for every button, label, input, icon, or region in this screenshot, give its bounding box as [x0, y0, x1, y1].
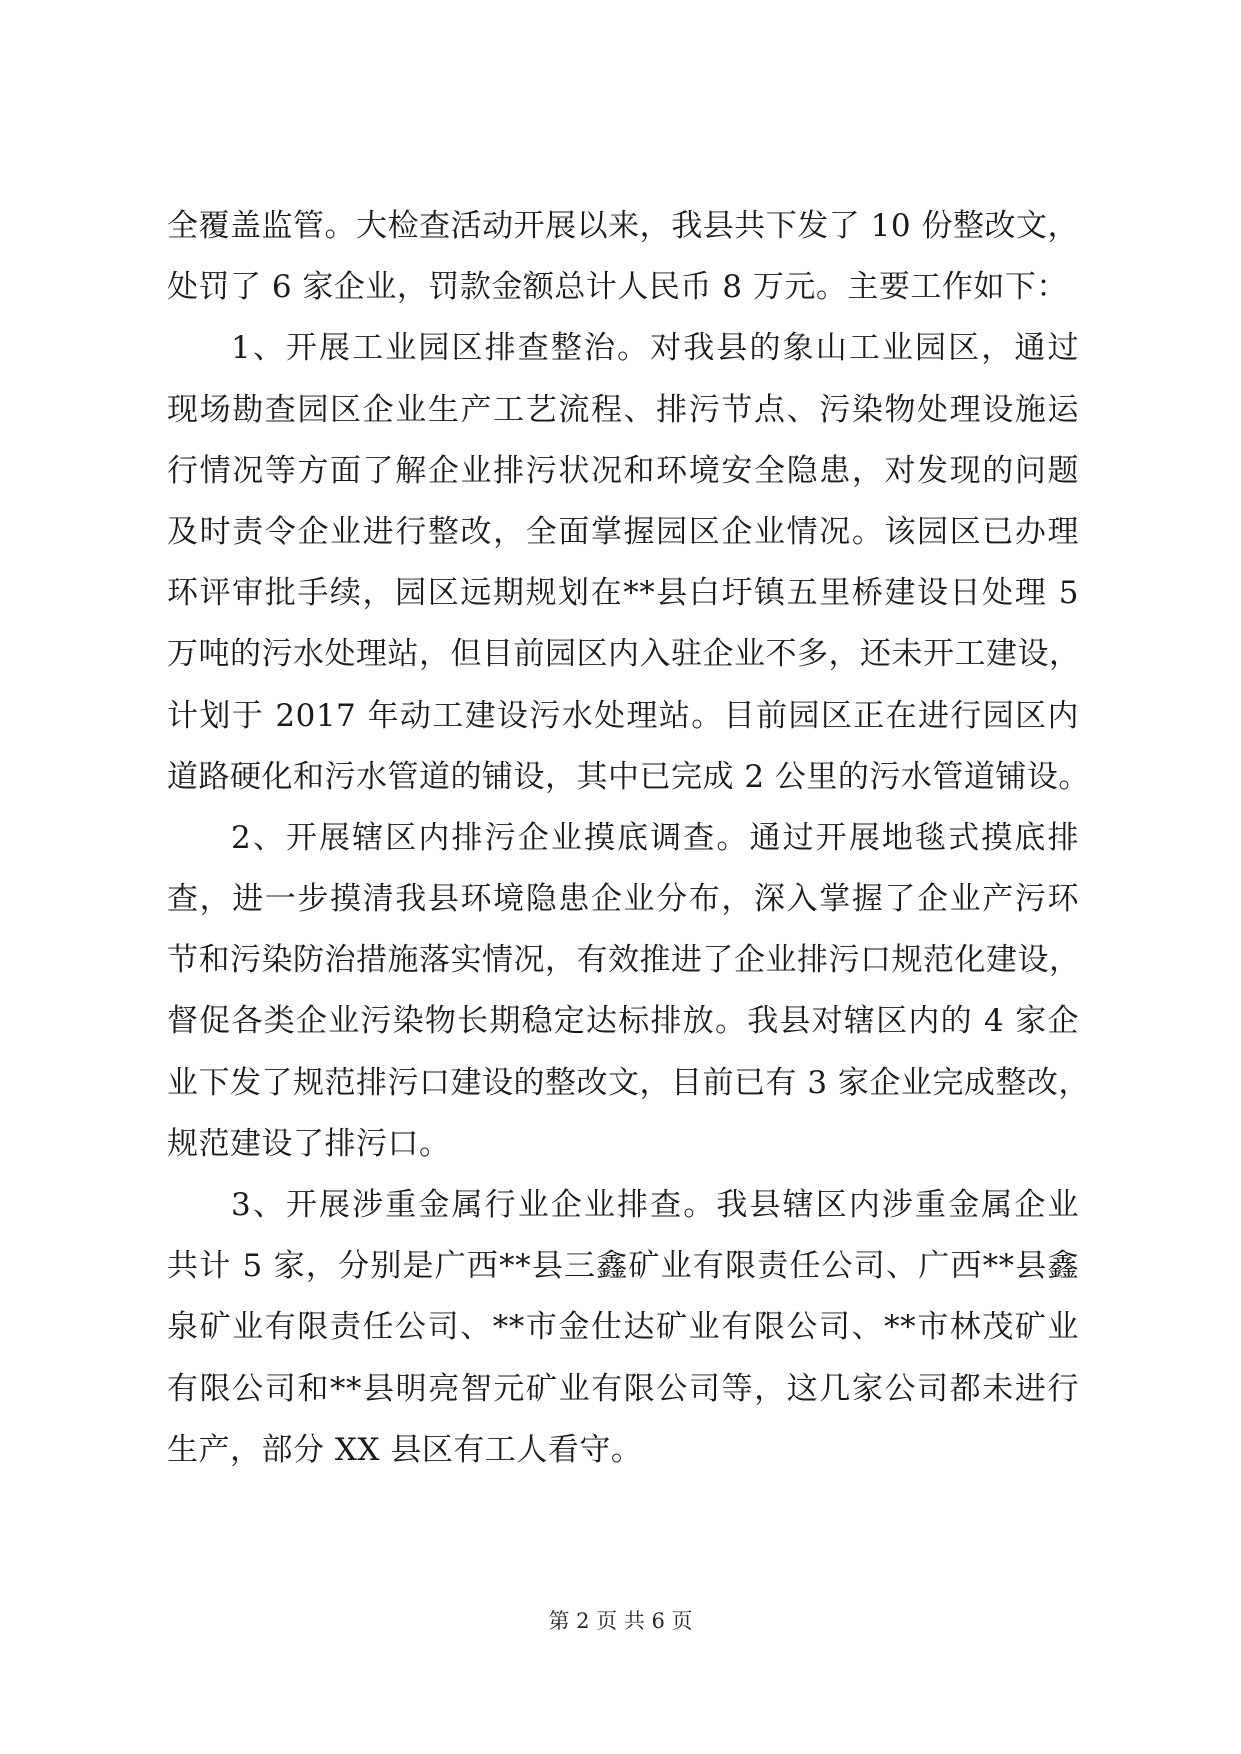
text-line: 规范建设了排污口。 — [167, 1125, 451, 1162]
text-line: 共计 5 家，分别是广西**县三鑫矿业有限责任公司、广西**县鑫 — [167, 1248, 1079, 1285]
text-line: 生产，部分 XX 县区有工人看守。 — [167, 1431, 643, 1468]
text-line: 及时责令企业进行整改，全面掌握园区企业情况。该园区已办理 — [167, 513, 1079, 550]
paragraph-3-heading-line: 3、开展涉重金属行业企业排查。我县辖区内涉重金属企业 — [231, 1187, 1079, 1223]
text-line: 处罚了 6 家企业，罚款金额总计人民币 8 万元。主要工作如下： — [167, 269, 1068, 306]
text-line: 督促各类企业污染物长期稳定达标排放。我县对辖区内的 4 家企 — [167, 1003, 1079, 1040]
text-line: 环评审批手续，园区远期规划在**县白圩镇五里桥建设日处理 5 — [167, 575, 1079, 612]
text-line: 业下发了规范排污口建设的整改文，目前已有 3 家企业完成整改， — [167, 1064, 1090, 1101]
text-line: 计划于 2017 年动工建设污水处理站。目前园区正在进行园区内 — [167, 697, 1079, 734]
text-line: 现场勘查园区企业生产工艺流程、排污节点、污染物处理设施运 — [167, 391, 1079, 428]
text-line: 有限公司和**县明亮智元矿业有限公司等，这几家公司都未进行 — [167, 1370, 1079, 1407]
document-body — [167, 196, 1090, 1481]
text-line: 泉矿业有限责任公司、**市金仕达矿业有限公司、**市林茂矿业 — [167, 1309, 1079, 1346]
text-line: 行情况等方面了解企业排污状况和环境安全隐患，对发现的问题 — [167, 452, 1079, 489]
page-number-footer: 第 2 页 共 6 页 — [548, 1609, 693, 1633]
text-line: 查，进一步摸清我县环境隐患企业分布，深入掌握了企业产污环 — [167, 881, 1079, 918]
paragraph-2-heading-line: 2、开展辖区内排污企业摸底调查。通过开展地毯式摸底排 — [231, 819, 1079, 856]
text-line: 万吨的污水处理站，但目前园区内入驻企业不多，还未开工建设， — [167, 636, 1081, 673]
text-line: 道路硬化和污水管道的铺设，其中已完成 2 公里的污水管道铺设。 — [167, 758, 1090, 795]
text-line: 全覆盖监管。大检查活动开展以来，我县共下发了 10 份整改文， — [167, 208, 1079, 244]
text-line: 节和污染防治措施落实情况，有效推进了企业排污口规范化建设， — [167, 942, 1081, 979]
paragraph-1-heading-line: 1、开展工业园区排查整治。对我县的象山工业园区，通过 — [231, 330, 1079, 367]
